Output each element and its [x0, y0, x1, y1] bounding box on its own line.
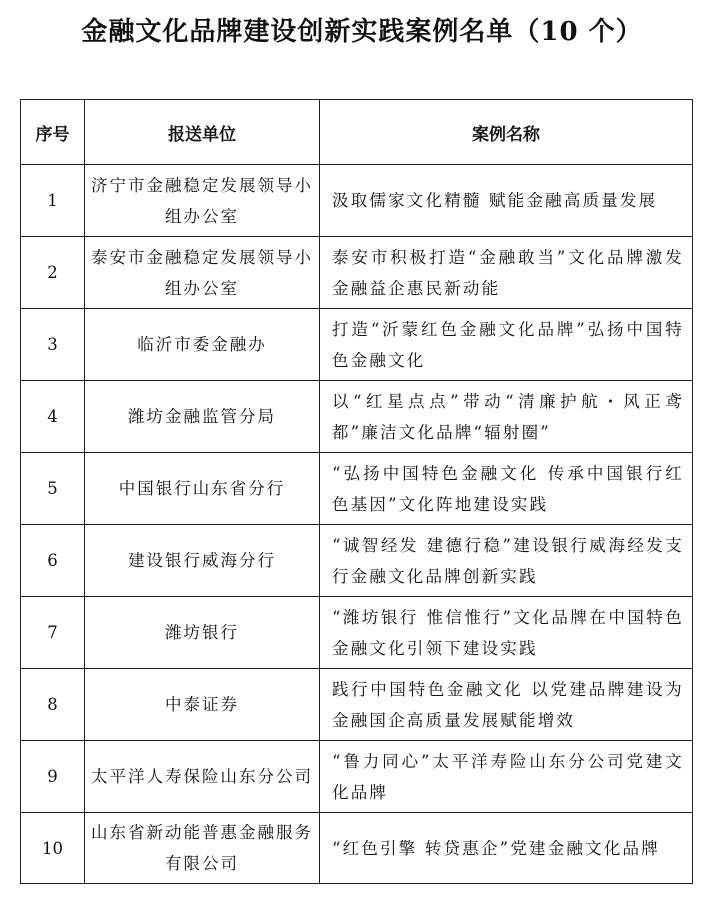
- cell-serial-number: 2: [21, 237, 85, 309]
- table-row: [21, 381, 693, 453]
- cell-submitting-unit: 济宁市金融稳定发展领导小组办公室: [85, 165, 320, 237]
- cell-case-name: “弘扬中国特色金融文化 传承中国银行红色基因”文化阵地建设实践: [320, 453, 693, 525]
- table-row: [21, 525, 693, 597]
- header-submitting-unit: 报送单位: [85, 100, 320, 165]
- cell-submitting-unit: 潍坊金融监管分局: [85, 381, 320, 453]
- cell-submitting-unit: 太平洋人寿保险山东分公司: [85, 741, 320, 813]
- cell-submitting-unit: 山东省新动能普惠金融服务有限公司: [85, 813, 320, 884]
- cell-case-name: “红色引擎 转贷惠企”党建金融文化品牌: [320, 813, 693, 884]
- cell-serial-number: 8: [21, 669, 85, 741]
- cell-submitting-unit: 潍坊银行: [85, 597, 320, 669]
- cell-submitting-unit: 临沂市委金融办: [85, 309, 320, 381]
- cell-case-name: 以“红星点点”带动“清廉护航・风正鸢都”廉洁文化品牌“辐射圈”: [320, 381, 693, 453]
- cell-case-name: “诚智经发 建德行稳”建设银行威海经发支行金融文化品牌创新实践: [320, 525, 693, 597]
- cell-case-name: “潍坊银行 惟信惟行”文化品牌在中国特色金融文化引领下建设实践: [320, 597, 693, 669]
- cell-serial-number: 6: [21, 525, 85, 597]
- table-row: [21, 165, 693, 237]
- table-row: [21, 741, 693, 813]
- cell-case-name: 汲取儒家文化精髓 赋能金融高质量发展: [320, 165, 693, 237]
- header-serial-number: 序号: [21, 100, 85, 165]
- cell-case-name: “鲁力同心”太平洋寿险山东分公司党建文化品牌: [320, 741, 693, 813]
- case-list-table: [20, 99, 693, 884]
- cell-serial-number: 7: [21, 597, 85, 669]
- table-row: [21, 669, 693, 741]
- cell-submitting-unit: 泰安市金融稳定发展领导小组办公室: [85, 237, 320, 309]
- table-row: [21, 813, 693, 884]
- cell-serial-number: 5: [21, 453, 85, 525]
- cell-submitting-unit: 中泰证券: [85, 669, 320, 741]
- cell-serial-number: 1: [21, 165, 85, 237]
- cell-case-name: 践行中国特色金融文化 以党建品牌建设为金融国企高质量发展赋能增效: [320, 669, 693, 741]
- cell-submitting-unit: 建设银行威海分行: [85, 525, 320, 597]
- document-title: 金融文化品牌建设创新实践案例名单（10 个）: [81, 17, 643, 47]
- header-case-name: 案例名称: [320, 100, 693, 165]
- table-header-row: [21, 100, 693, 165]
- cell-serial-number: 10: [21, 813, 85, 884]
- table-row: [21, 453, 693, 525]
- cell-serial-number: 9: [21, 741, 85, 813]
- cell-serial-number: 3: [21, 309, 85, 381]
- cell-serial-number: 4: [21, 381, 85, 453]
- cell-case-name: 泰安市积极打造“金融敢当”文化品牌激发金融益企惠民新动能: [320, 237, 693, 309]
- cell-case-name: 打造“沂蒙红色金融文化品牌”弘扬中国特色金融文化: [320, 309, 693, 381]
- table-row: [21, 309, 693, 381]
- table-row: [21, 597, 693, 669]
- table-row: [21, 237, 693, 309]
- cell-submitting-unit: 中国银行山东省分行: [85, 453, 320, 525]
